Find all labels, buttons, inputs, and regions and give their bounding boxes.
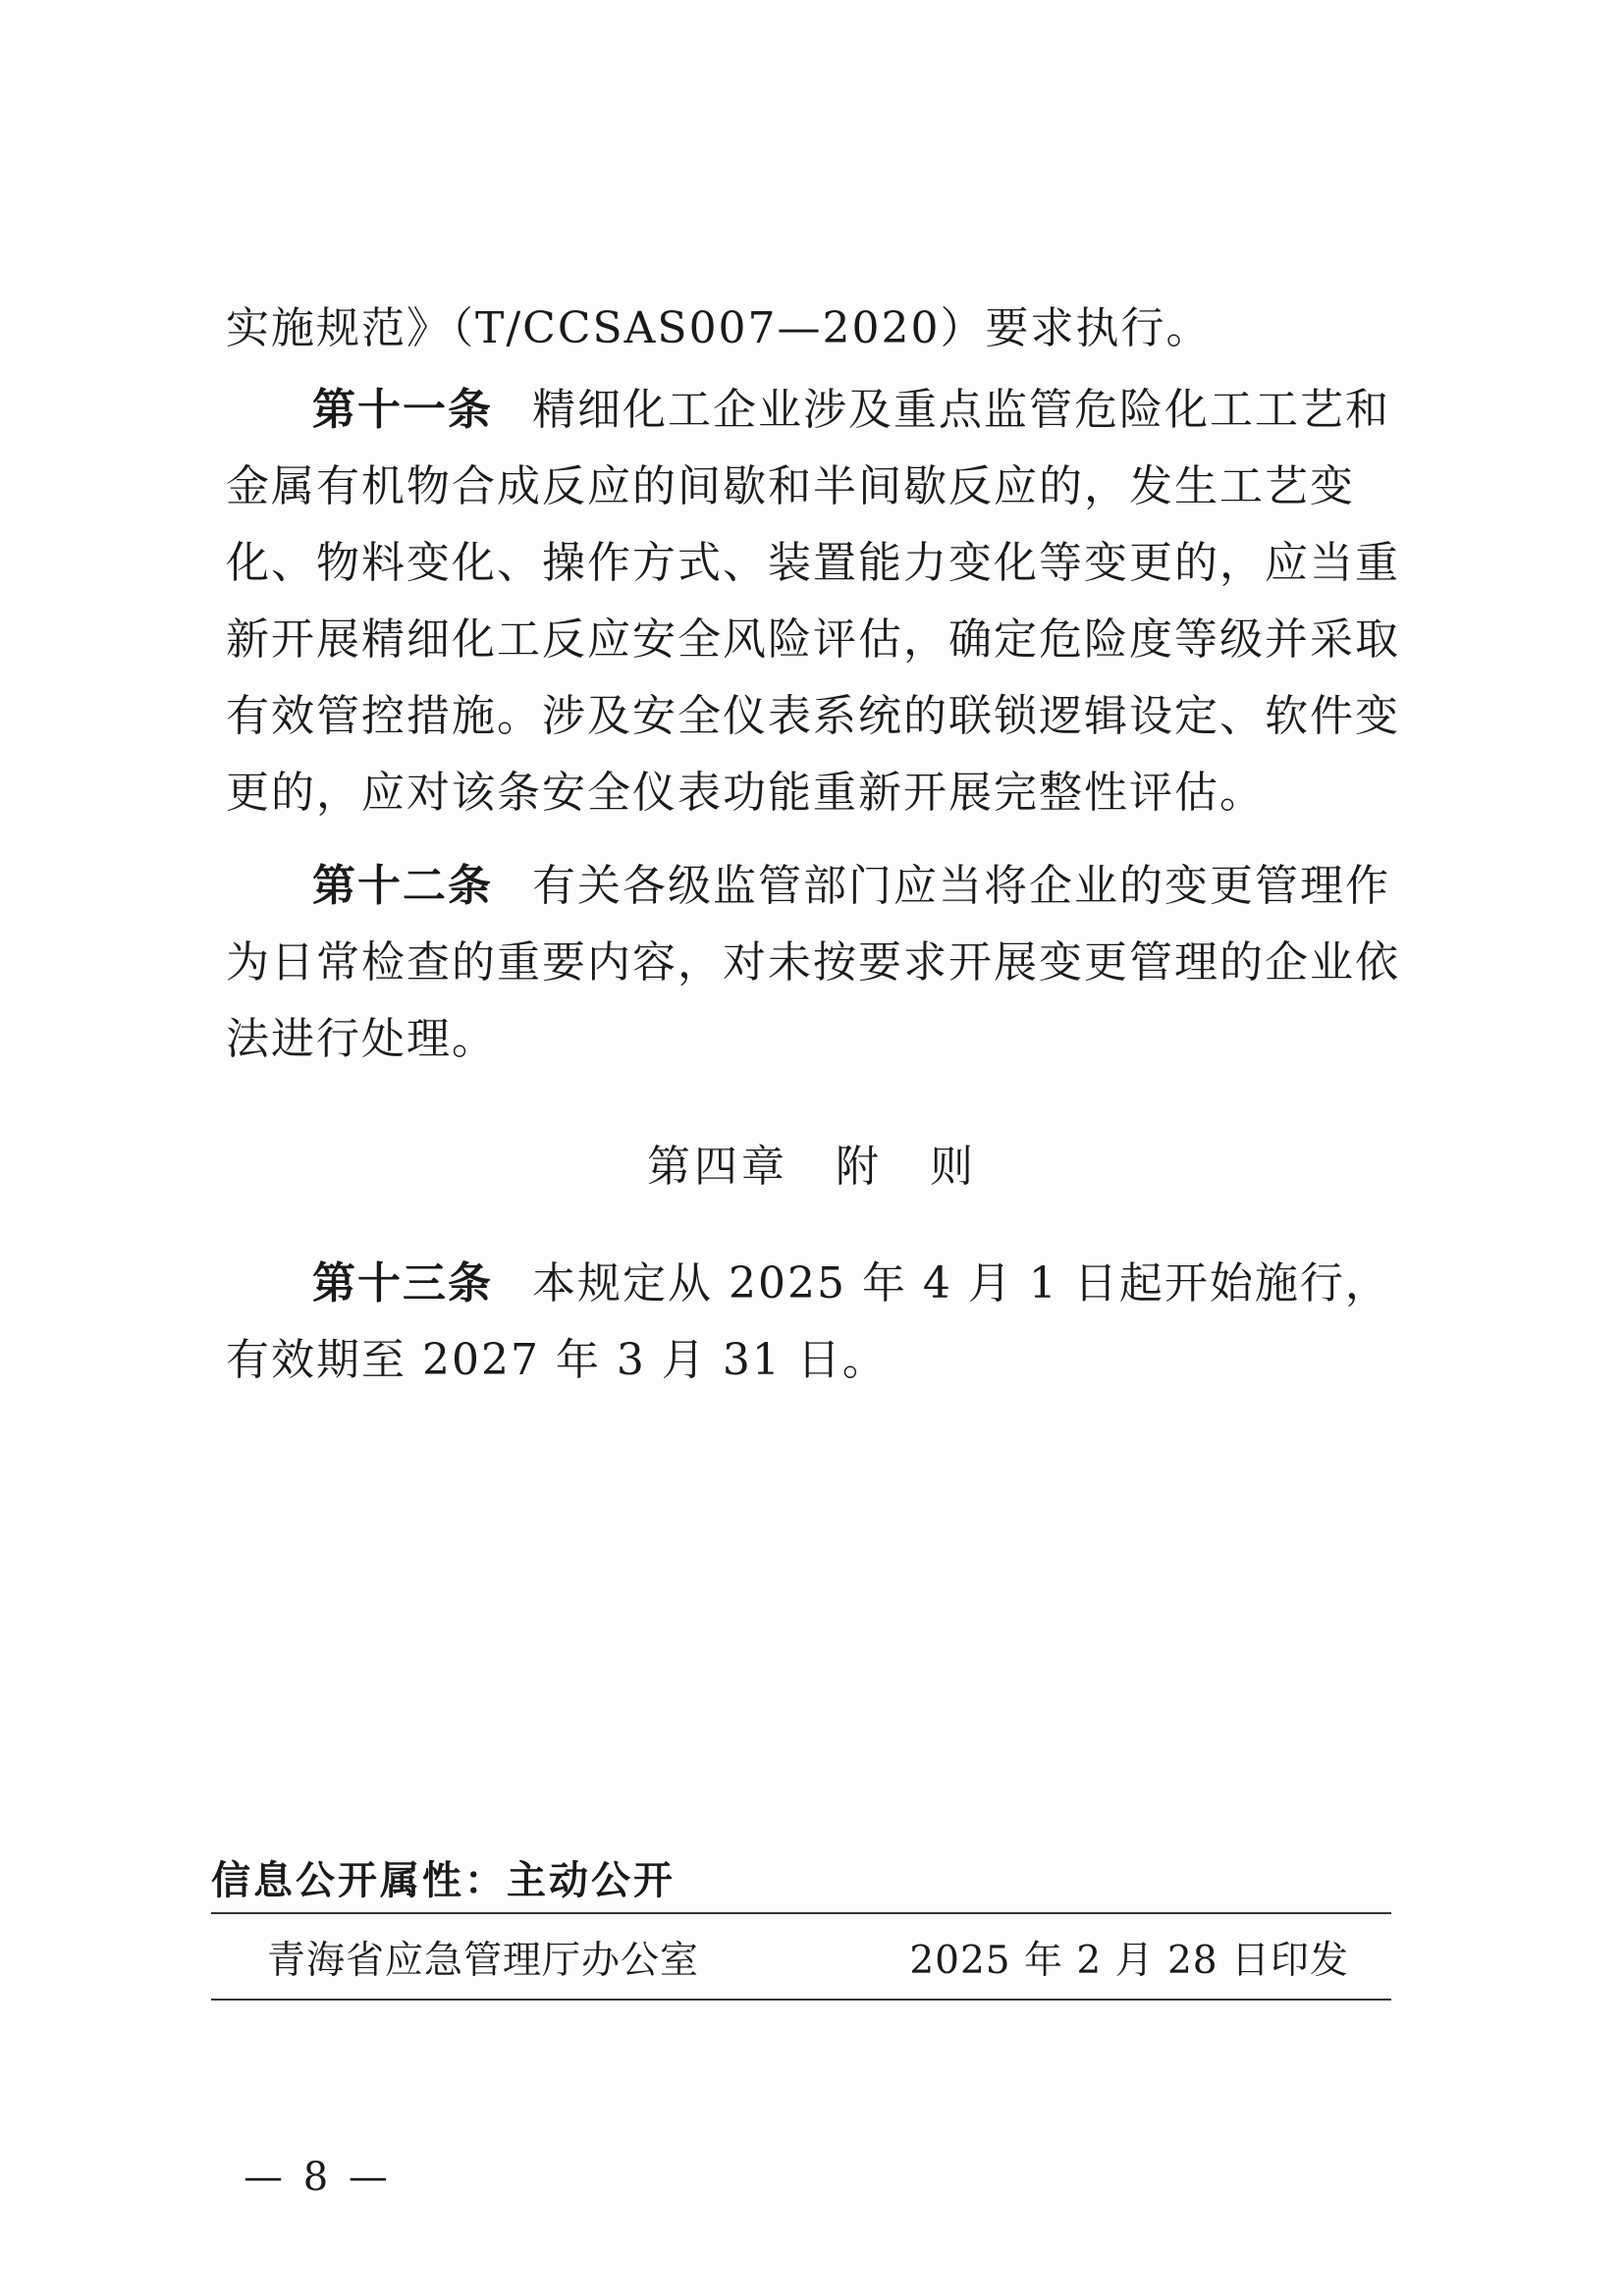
disclosure-attribute: 信息公开属性：主动公开 — [211, 1858, 676, 1903]
continuation-text: 实施规范》（T/CCSAS007—2020）要求执行。 — [226, 303, 1212, 353]
footer-top-rule — [211, 1912, 1391, 1914]
page-number: — 8 — — [244, 2155, 392, 2200]
chapter-title: 第四章 附 则 — [647, 1142, 977, 1192]
issue-date: 2025 年 2 月 28 日印发 — [909, 1939, 1349, 1983]
article-11-paragraph — [226, 372, 1434, 831]
article-11-text: 精细化工企业涉及重点监管危险化工工艺和金属有机物合成反应的间歇和半间歇反应的，发生工艺变化、物料变化、操作方式、装置能力变化等变更的，应当重新开展精细化工反应安全风险评估，确定危险度等级并采取有效管控措施。涉及安全仪表系统的联锁逻辑设定、软件变更的，应对该条安全仪表功能重新开展完整性评估。 — [226, 385, 1400, 818]
article-13-paragraph — [226, 1246, 1434, 1399]
article-12-paragraph — [226, 848, 1434, 1078]
article-13-text: 本规定从 2025 年 4 月 1 日起开始施行，有效期至 2027 年 3 月 31 日。 — [226, 1258, 1390, 1385]
footer-bottom-rule — [211, 1999, 1391, 2001]
article-11-label: 第十一条 — [312, 385, 493, 435]
article-13-label: 第十三条 — [312, 1258, 493, 1308]
article-12-label: 第十二条 — [312, 861, 493, 911]
issuer-name: 青海省应急管理厅办公室 — [267, 1939, 700, 1983]
article-12-text: 有关各级监管部门应当将企业的变更管理作为日常检查的重要内容，对未按要求开展变更管理的企业依法进行处理。 — [226, 861, 1400, 1064]
continuation-paragraph — [226, 291, 1434, 367]
